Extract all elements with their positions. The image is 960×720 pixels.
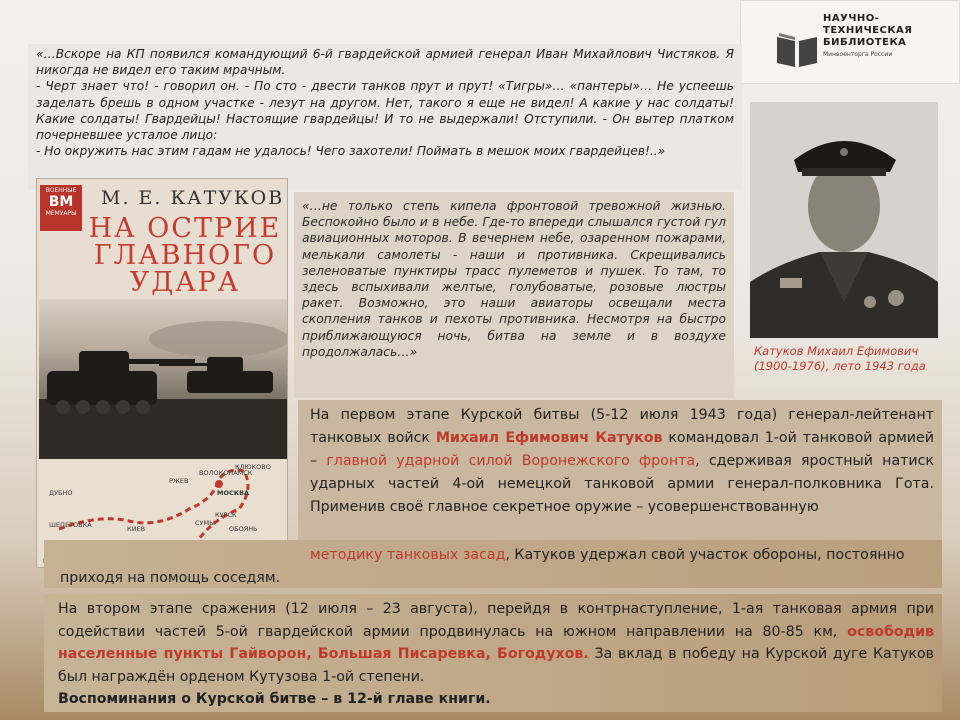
stage1-text-a: На первом этапе Курской битвы (5-12 июля 1943 года) генерал-лейтенант танковых войск	[310, 407, 934, 446]
main-text-ambush	[44, 540, 942, 588]
commander-name: Михаил Ефимович Катуков	[435, 430, 663, 446]
book-author: М. Е. КАТУКОВ	[101, 187, 285, 209]
book-title-line-2: ГЛАВНОГО	[93, 240, 277, 271]
logo-line-1: НАУЧНО-	[823, 13, 880, 24]
tank-photo	[39, 299, 287, 459]
liberated-towns-highlight: освободив населенные пункты Гайворон, Большая Писаревка, Богодухов.	[58, 623, 934, 662]
stage2-text-b: За вклад в победу на Курской дуге Катуков был награждён орденом Кутузова 1-ой степени.	[58, 646, 935, 685]
portrait-photo	[750, 102, 938, 338]
map-label-8: СУМЫ	[195, 519, 215, 527]
ambush-method-highlight: методику танковых засад	[310, 547, 506, 563]
stage1-text-b: командовал 1-ой танковой армией –	[310, 430, 934, 469]
officer-portrait-icon	[750, 102, 938, 338]
series-top: ВОЕННЫЕ	[45, 187, 77, 194]
book-cover	[36, 178, 288, 568]
map-label-9: КУРСК	[215, 511, 237, 519]
map-label-5: ДУБНО	[49, 489, 73, 497]
map-label-4: МОСКВА	[217, 489, 250, 497]
map-label-2: РЖЕВ	[169, 477, 189, 485]
map-label-3: ВОЛОКОЛАМСК	[199, 469, 253, 477]
ambush-text: , Катуков удержал свой участок обороны, постоянно приходя на помощь соседям.	[60, 547, 905, 586]
quote-chistyakov	[28, 44, 742, 190]
map-label-1: КЛЮКОВО	[235, 463, 271, 471]
book-icon	[775, 29, 819, 69]
series-bottom: МЕМУАРЫ	[45, 210, 77, 217]
portrait-caption: Катуков Михаил Ефимович (1900-1976), лето 1943 года	[754, 344, 926, 373]
main-text-stage-2	[44, 594, 942, 712]
series-mid: ВМ	[48, 194, 74, 210]
map-label-7: КИЕВ	[127, 525, 146, 533]
logo-text	[823, 13, 912, 61]
main-text-stage-1	[298, 400, 942, 550]
series-badge	[40, 185, 82, 231]
map-label-6: ШЕПЕТОВКА	[49, 521, 92, 529]
book-chapter-note: Воспоминания о Курской битве – в 12-й главе книги.	[58, 691, 491, 707]
quote-battle-sky: «…не только степь кипела фронтовой тревожной жизнью. Беспокойно было и в небе. Где-то впереди слышался густой гул авиационных моторов. В вечернем небе, озаренном пожарами, мелькали самолеты - наши и противника. Скрещивались зеленоватые пунктиры трасс пулеметов и пушек. То там, то здесь вспыхивали желтые, голубоватые, розовые люстры ракет. Возможно, это наши авиаторы освещали места скопления танков и пехоты противника. Несмотря на быстро приближающуюся ночь, битва на земле и в воздухе продолжалась…»	[294, 192, 734, 398]
book-title-line-3: УДАРА	[129, 267, 241, 298]
quote-line-2: - Черт знает что! - говорил он. - По сто - двести танков прут и прут! «Тигры»… «пантеры»… Не успеешь заделать брешь в одном участке - лезут на другом. Нет, такого я еще не видел! А какие у нас солдаты! Какие солдаты! Гвардейцы! Настоящие гвардейцы! И то не выдержали! Отступили. - Он вытер платком почерневшее усталое лицо:	[36, 79, 734, 143]
quote-line-1: «…Вскоре на КП появился командующий 6-й гвардейской армией генерал Иван Михайлович Чистяков. Я никогда не видел его таким мрачным.	[36, 47, 734, 78]
map-label-10: ОБОЯНЬ	[229, 525, 258, 533]
logo-line-4: Минвоенторга России	[823, 51, 893, 58]
book-title	[87, 215, 283, 296]
logo-line-3: БИБЛИОТЕКА	[823, 37, 907, 48]
book-title-line-1: НА ОСТРИЕ	[88, 213, 282, 244]
quote-line-3: - Но окружить нас этим гадам не удалось! Чего захотели! Поймать в мешок моих гвардейцев!..»	[36, 144, 666, 159]
tank-illustration	[39, 299, 287, 459]
logo-line-2: ТЕХНИЧЕСКАЯ	[823, 25, 913, 36]
stage1-text-c: , сдерживая яростный натиск ударных частей 4-ой немецкой танковой армии генерал-полковника Гота. Применив своё главное секретное оружие – усовершенствованную	[310, 453, 934, 515]
main-force-highlight: главной ударной силой Воронежского фронта	[326, 453, 696, 469]
library-logo	[740, 0, 960, 84]
stage2-text-a: На втором этапе сражения (12 июля – 23 августа), перейдя в контрнаступление, 1-ая танковая армия при содействии частей 5-ой гвардейской армии продвинулась на южном направлении на 80-85 км,	[58, 601, 934, 640]
